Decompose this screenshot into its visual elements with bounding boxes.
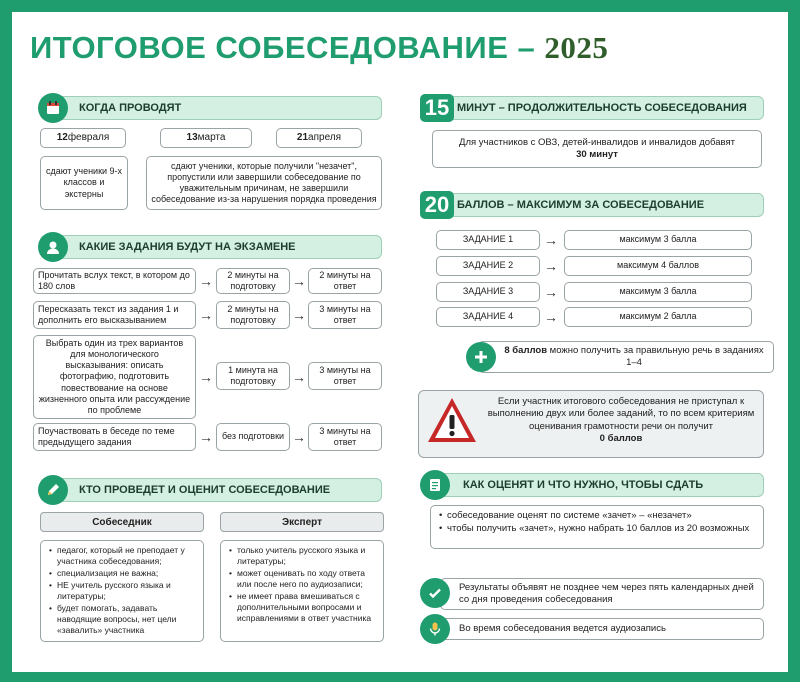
list-item: • будет помогать, задавать наводящие вопросы, нет цели «завалить» участника [49, 603, 197, 636]
list-item: • не имеет права вмешиваться с дополнительными вопросами и исправлениями в ответ участника [229, 591, 377, 624]
date-mar [160, 128, 252, 148]
score-number [420, 191, 454, 219]
date-apr-month: апреля [308, 131, 342, 143]
task-3-prep-text: 1 минута на подготовку [228, 364, 278, 386]
duration-note-text: Для участников с ОВЗ, детей-инвалидов и инвалидов добавят [459, 137, 735, 149]
date-feb-month: февраля [67, 131, 110, 143]
score-max-3-text: максимум 3 балла [619, 286, 697, 297]
bonus-rest: можно получить за правильную речь в заданиях 1–4 [547, 345, 764, 368]
warning-text: Если участник итогового собеседования не приступал к выполнению двух или более заданий, то по всем критериям оценивания грамотности речи он получит [487, 396, 755, 432]
expert-title [220, 512, 384, 532]
score-task-2-text: ЗАДАНИЕ 2 [462, 260, 514, 271]
expert-title-text: Эксперт [281, 516, 323, 528]
tasks-header-label: КАКИЕ ЗАДАНИЯ БУДУТ НА ЭКЗАМЕНЕ [79, 241, 296, 253]
task-4-text: Поучаствовать в беседе по теме предыдущего задания [38, 425, 175, 447]
arrow-icon: → [544, 258, 558, 274]
score-max-4-text: максимум 2 балла [619, 311, 697, 322]
arrow-icon: → [292, 429, 306, 445]
date-mar-day: 13 [186, 131, 198, 143]
list-item: • чтобы получить «зачет», нужно набрать 10 баллов из 20 возможных [439, 523, 757, 535]
pass-header [424, 473, 764, 497]
audio-box [440, 618, 764, 640]
arrow-icon: → [544, 232, 558, 248]
arrow-icon: → [199, 429, 213, 445]
score-max-2 [564, 256, 752, 276]
results-text: Результаты объявят не позднее чем через пять календарных дней со дня проведения собеседования [459, 582, 754, 605]
when-header-label: КОГДА ПРОВОДЯТ [79, 102, 182, 114]
document-icon [420, 470, 450, 500]
interlocutor-title [40, 512, 204, 532]
pencil-icon [38, 475, 68, 505]
score-task-1-text: ЗАДАНИЕ 1 [462, 234, 514, 245]
arrow-icon: → [199, 273, 213, 289]
list-item: • специализация не важна; [49, 568, 197, 579]
plus-icon [466, 342, 496, 372]
arrow-icon: → [544, 284, 558, 300]
task-row-3 [33, 335, 196, 419]
score-task-3 [436, 282, 540, 302]
bonus-text [499, 345, 769, 369]
warning-icon [424, 392, 480, 448]
task-4-answer-text: 3 минуты на ответ [319, 425, 371, 447]
arrow-icon: → [292, 369, 306, 385]
task-row-4 [33, 423, 196, 451]
score-max-4 [564, 307, 752, 327]
arrow-icon: → [292, 307, 306, 323]
audio-text: Во время собеседования ведется аудиозапись [459, 623, 666, 635]
duration-note [432, 130, 762, 168]
title-year: 2025 [544, 30, 609, 65]
task-3-answer [308, 362, 382, 390]
task-1-answer-text: 2 минуты на ответ [319, 269, 371, 291]
warning-text-block [482, 396, 760, 445]
bonus-bold: 8 баллов [504, 345, 548, 357]
task-row-1 [33, 268, 196, 294]
expert-list [220, 540, 384, 642]
score-task-3-text: ЗАДАНИЕ 3 [462, 286, 514, 297]
task-1-prep [216, 268, 290, 294]
score-header [424, 193, 764, 217]
who-header [40, 478, 382, 502]
date-apr [276, 128, 362, 148]
list-item: • педагог, который не преподает у участника собеседования; [49, 545, 197, 567]
score-number-text: 20 [424, 192, 450, 217]
task-4-prep [216, 423, 290, 451]
bonus-box [478, 341, 774, 373]
microphone-icon [420, 614, 450, 644]
list-item: • может оценивать по ходу ответа или после него по аудиозаписи; [229, 568, 377, 590]
student-icon [38, 232, 68, 262]
who-header-label: КТО ПРОВЕДЕТ И ОЦЕНИТ СОБЕСЕДОВАНИЕ [79, 484, 331, 496]
task-3-text: Выбрать один из трех вариантов для монологического высказывания: описать фотографию, подготовить повествование на основе жизненного опыта или рассуждение по проблеме [38, 337, 191, 416]
arrow-icon: → [292, 273, 306, 289]
who-first-text: сдают ученики 9-х классов и экстерны [45, 166, 123, 199]
duration-header [424, 96, 764, 120]
title-text: ИТОГОВОЕ СОБЕСЕДОВАНИЕ – [30, 30, 536, 65]
page-title [30, 30, 608, 66]
duration-extra: 30 минут [576, 149, 618, 160]
check-icon [420, 578, 450, 608]
task-3-answer-text: 3 минуты на ответ [319, 364, 371, 386]
warning-bold: 0 баллов [599, 433, 643, 445]
results-box [440, 578, 764, 610]
score-task-4 [436, 307, 540, 327]
task-row-2 [33, 301, 196, 329]
date-feb-day: 12 [56, 131, 68, 143]
list-item: • собеседование оценят по системе «зачет» – «незачет» [439, 510, 757, 522]
who-retake-text: сдают ученики, которые получили "незачет", пропустили или завершили собеседование по уважительным причинам, не завершили собеседование из-за нарушения порядка проведения [151, 160, 377, 205]
who-first-box [40, 156, 128, 210]
list-item: • только учитель русского языка и литературы; [229, 545, 377, 567]
pass-list [430, 505, 764, 549]
list-item: • НЕ учитель русского языка и литературы; [49, 580, 197, 602]
score-task-2 [436, 256, 540, 276]
interlocutor-title-text: Собеседник [92, 516, 152, 528]
score-task-1 [436, 230, 540, 250]
date-mar-month: марта [197, 131, 226, 143]
task-1-prep-text: 2 минуты на подготовку [227, 269, 279, 291]
score-header-label: БАЛЛОВ – МАКСИМУМ ЗА СОБЕСЕДОВАНИЕ [457, 199, 705, 211]
interlocutor-list [40, 540, 204, 642]
date-feb [40, 128, 126, 148]
pass-header-label: КАК ОЦЕНЯТ И ЧТО НУЖНО, ЧТОБЫ СДАТЬ [463, 479, 704, 491]
score-task-4-text: ЗАДАНИЕ 4 [462, 311, 514, 322]
duration-header-label: МИНУТ – ПРОДОЛЖИТЕЛЬНОСТЬ СОБЕСЕДОВАНИЯ [457, 102, 747, 114]
arrow-icon: → [199, 307, 213, 323]
task-4-prep-text: без подготовки [221, 431, 285, 442]
score-max-2-text: максимум 4 баллов [617, 260, 699, 271]
task-2-prep [216, 301, 290, 329]
score-max-3 [564, 282, 752, 302]
task-2-answer [308, 301, 382, 329]
tasks-header [40, 235, 382, 259]
score-max-1 [564, 230, 752, 250]
task-3-prep [216, 362, 290, 390]
task-2-prep-text: 2 минуты на подготовку [227, 303, 279, 325]
task-2-text: Пересказать текст из задания 1 и дополнить его высказыванием [38, 303, 179, 325]
task-1-answer [308, 268, 382, 294]
date-apr-day: 21 [296, 131, 309, 143]
duration-number [420, 94, 454, 122]
task-1-text: Прочитать вслух текст, в котором до 180 слов [38, 269, 190, 291]
task-2-answer-text: 3 минуты на ответ [319, 303, 371, 325]
calendar-icon [38, 93, 68, 123]
duration-number-text: 15 [424, 95, 450, 120]
task-4-answer [308, 423, 382, 451]
score-max-1-text: максимум 3 балла [619, 234, 697, 245]
arrow-icon: → [544, 309, 558, 325]
when-header [40, 96, 382, 120]
who-retake-box [146, 156, 382, 210]
arrow-icon: → [199, 369, 213, 385]
